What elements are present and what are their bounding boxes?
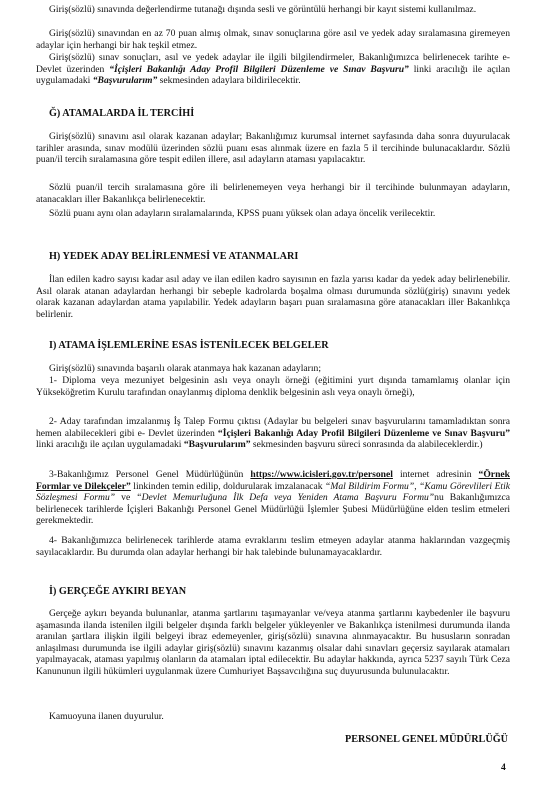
paragraph-undetermined-province: Sözlü puan/il tercih sıralamasına göre ili belirlenemeyen veya herhangi bir il tercihinde bulunmayan adayların, atanacakları iller Bakanlıkça belirlenecektir. <box>36 182 510 205</box>
list-item-job-request-form <box>36 416 510 451</box>
paragraph-reserve-candidates: İlan edilen kadro sayısı kadar asıl aday ve ilan edilen kadro sayısının en fazla yarısı kadar da yedek aday belirlenebilir. Asıl olarak atanan adaylardan herhangi bir sebeple kadrolarda boşalma olması durumunda sözlü(giriş) sınavını yedek olarak kazanan adaylardan atama yapılabilir. Yedek adayların başarı puan sıralamasına göre atanacakları iller Bakanlıkça belirlenir. <box>36 274 510 320</box>
text-span: 3-Bakanlığımız Personel Genel Müdürlüğünün <box>49 469 251 480</box>
applications-tab-name: “Başvurularım” <box>183 439 251 451</box>
section-heading-g: Ğ) ATAMALARDA İL TERCİHİ <box>49 108 195 119</box>
edevlet-link-name: “İçişleri Bakanlığı Aday Profil Bilgileri Düzenleme ve Sınav Başvuru” <box>109 63 409 75</box>
form-name: “Devlet Memurluğuna İlk Defa veya Yeniden Atama Başvuru Formu” <box>136 492 435 504</box>
section-heading-j: İ) GERÇEĞE AYKIRI BEYAN <box>49 586 187 597</box>
sample-forms-link[interactable]: “Örnek Formlar ve Dilekçeler” <box>36 469 510 492</box>
paragraph-recording-rule: Giriş(sözlü) sınavında değerlendirme tutanağı dışında sesli ve görüntülü herhangi bir kayıt sistemi kullanılmaz. <box>49 4 477 15</box>
text-span: sekmesinden adaylara bildirilecektir. <box>157 75 301 87</box>
list-item-diploma: 1- Diploma veya mezuniyet belgesinin aslı veya onaylı örneği (eğitimini yurt dışında tamamlamış olanlar için Yükseköğretim Kurulu tarafından onaylanmış diploma denklik belgesinin aslı veya onaylı örneği), <box>36 375 510 398</box>
signature-block: PERSONEL GENEL MÜDÜRLÜĞÜ <box>344 734 508 745</box>
text-span: linki aracılığı ile açılan uygulamadaki <box>36 63 510 87</box>
paragraph-tie-breaker: Sözlü puanı aynı olan adayların sıralamalarında, KPSS puanı yüksek olan adaya öncelik verilecektir. <box>49 208 436 219</box>
section-heading-h: H) YEDEK ADAY BELİRLENMESİ VE ATANMALARI <box>49 251 299 262</box>
text-span: linki aracılığı ile açılan uygulamadaki <box>36 439 184 451</box>
text-span: internet adresinin <box>392 469 479 480</box>
paragraph-min-score: Giriş(sözlü) sınavından en az 70 puan almış olmak, sınav sonuçlarına göre asıl ve yedek aday sıralamasına giremeyen adaylar için herhangi bir hak teşkil etmez. <box>36 28 510 51</box>
text-span: 2- Aday tarafından imzalanmış İş Talep Formu çıktısı (Adaylar bu belgeleri sınav başvurularını tamamladıktan sonra hemen alabilecekleri gibi e- Devlet üzerinden <box>36 416 510 439</box>
paragraph-false-statement: Gerçeğe aykırı beyanda bulunanlar, atanma şartlarını taşımayanlar ve/veya atanma şartlarını kaybedenler ile başvuru aşamasında ilanda istenilen ilgili belgeler dışında farklı belgeler yükleyenler ve Bakanlıkça istenilmesi durumunda ilanda aranılan şartlara ilişkin ilgili belgeyi ibraz edemeyenler, giriş(sözlü) sınavına alınmayacaktır. Bu hususların sonradan anlaşılması durumunda ise ilgili adaylar giriş(sözlü) sınavını kazanmış olsalar dahi sınavları geçersiz sayılarak atamaları yapılmayacak, ataması yapılmış olanların da atamaları iptal edilecektir. Bu adaylar hakkında, ayrıca 5237 sayılı Türk Ceza Kanununun ilgili hükümleri uygulanmak üzere Cumhuriyet Başsavcılığına suç duyurusunda bulunulacaktır. <box>36 608 510 677</box>
list-item-forms <box>36 469 510 527</box>
form-name: “Kamu Görevlileri Etik Sözleşmesi Formu” <box>36 480 511 504</box>
text-span: ve <box>115 492 137 504</box>
paragraph-result-announcement <box>36 52 510 87</box>
page-number: 4 <box>501 762 506 773</box>
personnel-website-link[interactable]: https://www.icisleri.gov.tr/personel <box>250 469 393 480</box>
closing-line: Kamuoyuna ilanen duyurulur. <box>49 711 164 722</box>
text-span: linkinden temin edilip, doldurularak imzalanacak <box>130 480 325 492</box>
text-span: nu Bakanlığımızca belirlenecek tarihlerde İçişleri Bakanlığı Personel Genel Müdürlüğü İşlemler Şubesi Müdürlüğüne elden teslim etmeleri gerekmektedir. <box>36 492 511 527</box>
paragraph-province-preference: Giriş(sözlü) sınavını asıl olarak kazanan adaylar; Bakanlığımız kurumsal internet sayfasında daha sonra duyurulacak tarihler arasında, sınav modülü üzerinden sözlü puanı esas alınmak üzere en fazla 5 il tercihinde bulunacaklardır. Sözlü puan/il tercih sıralamasına göre tespit edilen illere, asıl adayların ataması yapılacaktır. <box>36 131 510 166</box>
form-name: “Mal Bildirim Formu” <box>325 480 415 492</box>
applications-tab-name: “Başvurularım” <box>92 75 158 87</box>
text-span: sekmesinden başvuru süreci sonrasında da alabileceklerdir.) <box>250 439 483 451</box>
edevlet-link-name: “İçişleri Bakanlığı Aday Profil Bilgileri Düzenleme ve Sınav Başvuru” <box>217 427 510 439</box>
section-heading-i: I) ATAMA İŞLEMLERİNE ESAS İSTENİLECEK BELGELER <box>49 340 329 351</box>
paragraph-documents-intro: Giriş(sözlü) sınavında başarılı olarak atanmaya hak kazanan adayların; <box>49 363 321 374</box>
text-span: Giriş(sözlü) sınav sonuçları, asıl ve yedek adaylar ile ilgili bilgilendirmeler, Bakanlığımızca belirlenecek tarihte e- Devlet üzerinden <box>36 52 510 75</box>
list-item-deadline: 4- Bakanlığımızca belirlenecek tarihlerde atama evraklarını teslim etmeyen adaylar atanma haklarından vazgeçmiş sayılacaklardır. Bu durumda olan adaylar herhangi bir hak talebinde bulunamayacaklardır. <box>36 535 510 558</box>
text-span: , <box>414 480 420 492</box>
